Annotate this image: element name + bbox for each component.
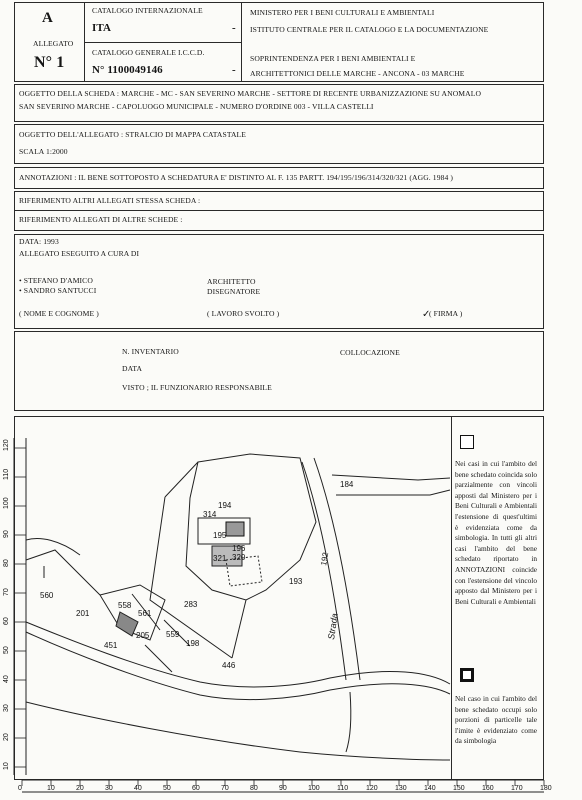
annotazioni-text: ANNOTAZIONI : IL BENE SOTTOPOSTO A SCHEDATURA E' DISTINTO AL F. 135 PARTT. 194/195/196/314/320/321 (AGG. 1984 ) [19,173,454,182]
allegato-number: N° 1 [34,54,65,71]
svg-text:560: 560 [40,591,54,600]
dash: - [232,64,236,76]
bottom-ruler-label: 80 [250,785,258,792]
inventario-label: N. INVENTARIO [122,347,179,356]
left-ruler-label: 120 [3,439,10,451]
left-ruler-label: 50 [3,646,10,654]
svg-text:314: 314 [203,510,217,519]
svg-text:192: 192 [319,551,331,567]
dash: - [232,22,236,34]
left-ruler-label: 40 [3,675,10,683]
person-1: • STEFANO D'AMICO [19,276,93,285]
eseguito-text: ALLEGATO ESEGUITO A CURA DI [19,249,140,258]
institute-title: ISTITUTO CENTRALE PER IL CATALOGO E LA DOCUMENTAZIONE [250,25,489,34]
bottom-ruler-label: 50 [163,785,171,792]
catalog-int-label: CATALOGO INTERNAZIONALE [92,6,203,15]
oggetto-line2: SAN SEVERINO MARCHE - CAPOLUOGO MUNICIPALE - NUMERO D'ORDINE 003 - VILLA CASTELLI [19,102,374,111]
left-ruler-label: 30 [3,704,10,712]
svg-text:184: 184 [340,480,354,489]
soprintendenza-line1: SOPRINTENDENZA PER I BENI AMBIENTALI E [250,54,416,63]
svg-text:446: 446 [222,661,236,670]
legend-symbol-1 [460,435,474,449]
lavoro-label: ( LAVORO SVOLTO ) [207,309,280,318]
legend-text-2: Nel caso in cui l'ambito del bene schedato occupi solo porzioni di particelle tale l'imite è evidenziato come da simbologia [455,694,537,746]
svg-text:321: 321 [213,554,227,563]
bottom-ruler-label: 170 [511,785,523,792]
role-2: DISEGNATORE [207,287,261,296]
allegato-letter: A [42,10,53,26]
bottom-ruler-label: 90 [279,785,287,792]
left-ruler-label: 10 [3,762,10,770]
bottom-ruler-label: 0 [18,785,22,792]
svg-text:193: 193 [289,577,303,586]
catalog-gen-label: CATALOGO GENERALE I.C.C.D. [92,48,205,57]
bottom-ruler-label: 70 [221,785,229,792]
inventario-date-label: DATA [122,364,143,373]
left-ruler-label: 90 [3,530,10,538]
left-ruler-label: 60 [3,617,10,625]
bottom-ruler-label: 150 [453,785,465,792]
left-ruler-label: 70 [3,588,10,596]
bottom-ruler-label: 10 [47,785,55,792]
svg-text:194: 194 [218,501,232,510]
allegato-object-text: OGGETTO DELL'ALLEGATO : STRALCIO DI MAPPA CATASTALE [19,130,247,139]
catalog-gen-value: N° 1100049146 [92,64,163,76]
riferimento-stessa: RIFERIMENTO ALTRI ALLEGATI STESSA SCHEDA : [19,196,201,205]
svg-text:Strada: Strada [326,612,340,641]
left-ruler-label: 80 [3,559,10,567]
svg-text:205: 205 [136,631,150,640]
bottom-ruler-label: 40 [134,785,142,792]
date-text: DATA: 1993 [19,237,59,246]
collocazione-label: COLLOCAZIONE [340,348,400,357]
oggetto-line1: OGGETTO DELLA SCHEDA : MARCHE - MC - SAN SEVERINO MARCHE - SETTORE DI RECENTE URBANIZZAZIONE SU ANOMALO [19,89,482,98]
checkmark-icon: ✓ [422,309,431,320]
soprintendenza-line2: ARCHITETTONICI DELLE MARCHE - ANCONA - 03 MARCHE [250,69,465,78]
svg-text:201: 201 [76,609,90,618]
visto-label: VISTO ; IL FUNZIONARIO RESPONSABILE [122,383,272,392]
svg-text:196: 196 [232,544,246,553]
svg-text:195: 195 [213,531,227,540]
role-1: ARCHITETTO [207,277,256,286]
svg-text:198: 198 [186,639,200,648]
scale-text: SCALA 1:2000 [19,147,68,156]
bottom-ruler-label: 100 [308,785,320,792]
bottom-ruler-label: 20 [76,785,84,792]
allegato-label: ALLEGATO [33,39,74,48]
svg-text:451: 451 [104,641,118,650]
catalog-int-value: ITA [92,22,112,34]
svg-text:320: 320 [232,553,246,562]
bottom-ruler-label: 30 [105,785,113,792]
left-ruler-label: 100 [3,497,10,509]
svg-text:283: 283 [184,600,198,609]
svg-text:559: 559 [166,630,180,639]
svg-text:561: 561 [138,609,152,618]
riferimento-altre: RIFERIMENTO ALLEGATI DI ALTRE SCHEDE : [19,215,183,224]
bottom-ruler-label: 140 [424,785,436,792]
bottom-ruler-label: 60 [192,785,200,792]
bottom-ruler-label: 160 [482,785,494,792]
bottom-ruler-label: 110 [337,785,349,792]
ministry-title: MINISTERO PER I BENI CULTURALI E AMBIENTALI [250,8,435,17]
bottom-ruler-label: 120 [366,785,378,792]
nome-label: ( NOME E COGNOME ) [19,309,99,318]
bottom-ruler-label: 180 [540,785,552,792]
legend-symbol-2 [460,668,474,682]
firma-label: ( FIRMA ) [429,309,463,318]
person-2: • SANDRO SANTUCCI [19,286,97,295]
left-ruler-label: 110 [3,468,10,480]
svg-text:558: 558 [118,601,132,610]
left-ruler-label: 20 [3,733,10,741]
bottom-ruler-label: 130 [395,785,407,792]
legend-text-1: Nei casi in cui l'ambito del bene schedato coincida solo parzialmente con vincoli apposti dal Ministero per i Beni Culturali e Ambientali l'estensione di quest'ultimi è evidenziata come da simbologia. In tutti gli altri casi l'ambito del bene schedato riportato in ANNOTAZIONI coincide con l'estensione del vincolo apposto dal Ministero per i Beni Culturali e Ambientali [455,459,537,606]
